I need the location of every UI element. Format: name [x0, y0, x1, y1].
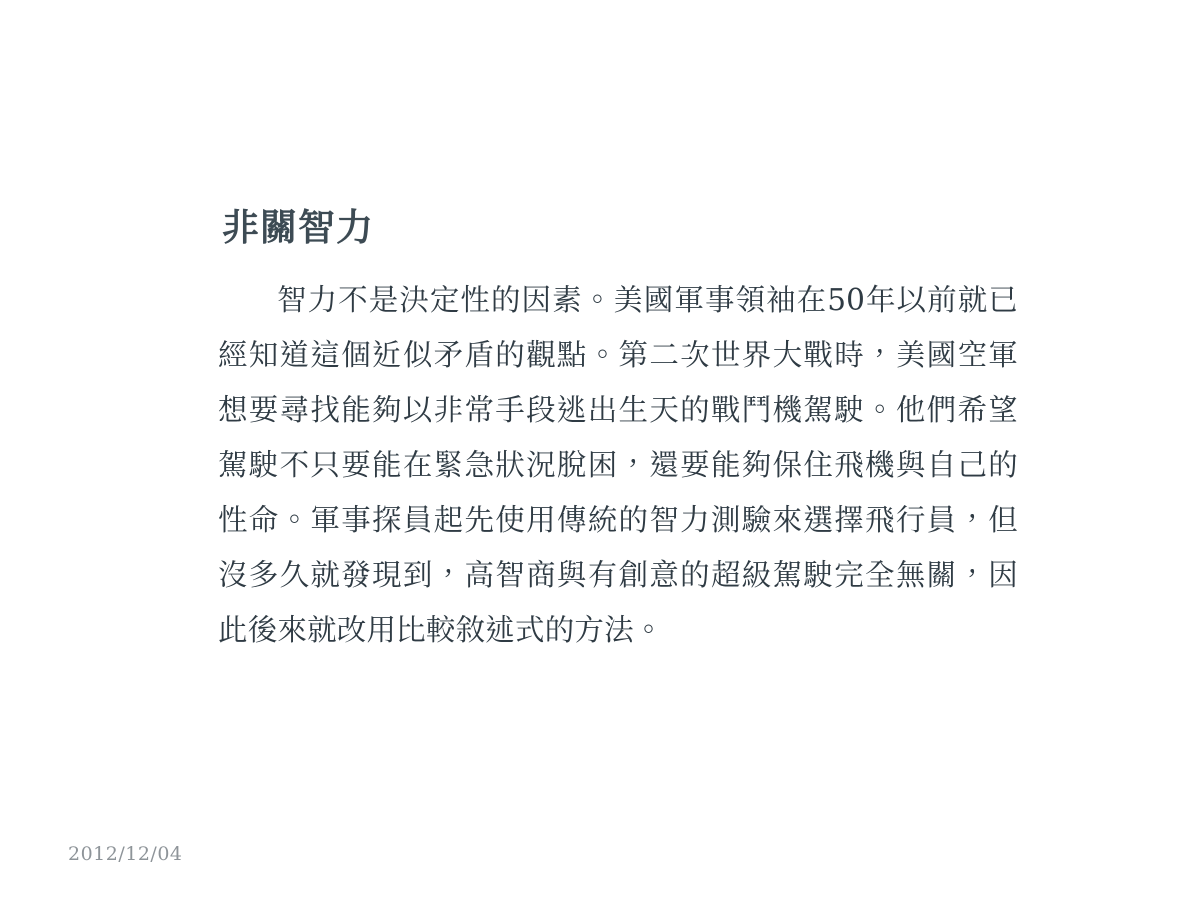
slide-body-paragraph: 智力不是決定性的因素。美國軍事領袖在50年以前就已經知道這個近似矛盾的觀點。第二次世界大戰時，美國空軍想要尋找能夠以非常手段逃出生天的戰鬥機駕駛。他們希望駕駛不只要能在緊急狀況脫困，還要能夠保住飛機與自己的性命。軍事探員起先使用傳統的智力測驗來選擇飛行員，但沒多久就發現到，高智商與有創意的超級駕駛完全無關，因此後來就改用比較敘述式的方法。 — [218, 282, 1018, 647]
slide-date: 2012/12/04 — [68, 843, 183, 865]
slide-title: 非關智力 — [222, 204, 374, 249]
